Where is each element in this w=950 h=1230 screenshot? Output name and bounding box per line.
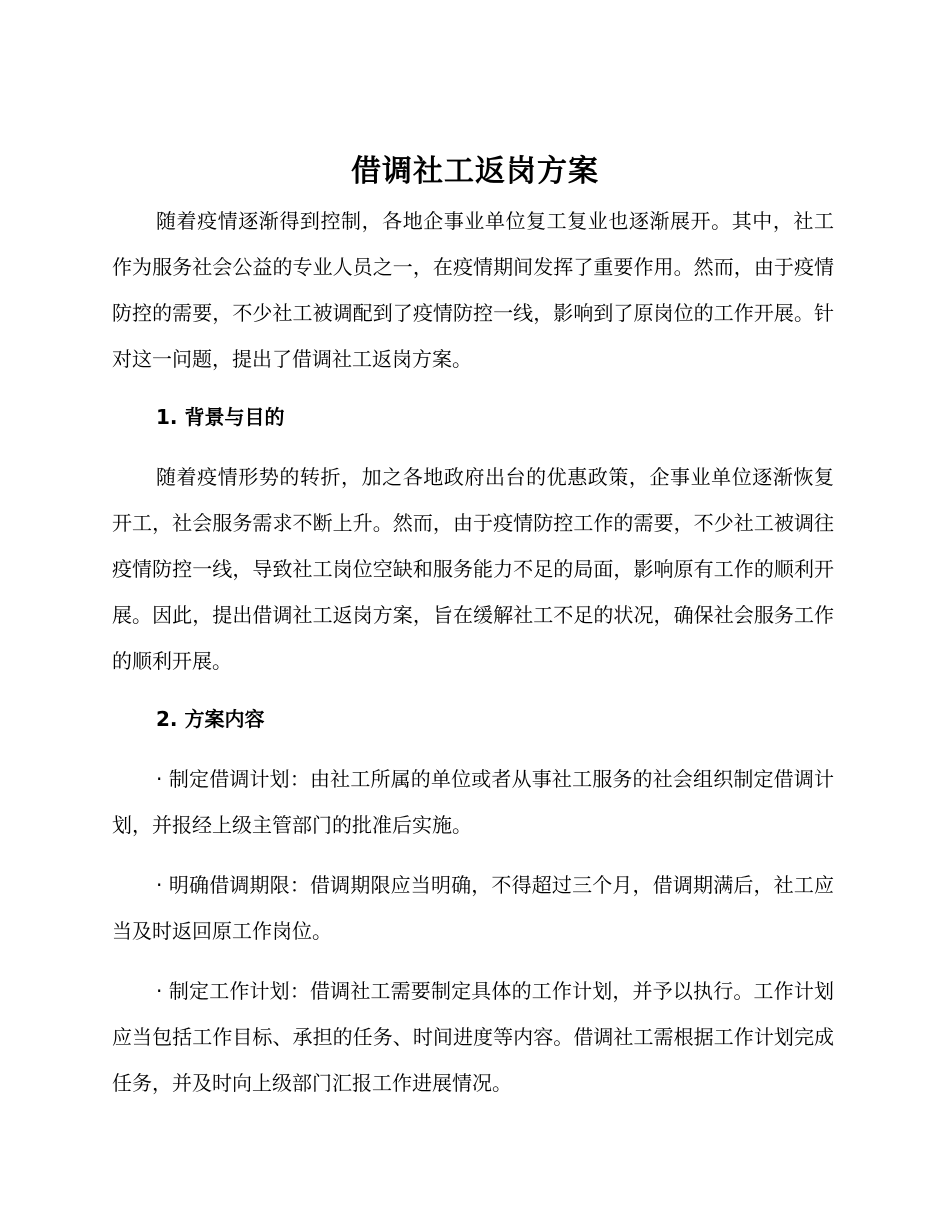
section-heading-content: 2. 方案内容	[156, 707, 265, 731]
document-title: 借调社工返岗方案	[351, 154, 599, 189]
bullet-item-period: · 明确借调期限：借调期限应当明确，不得超过三个月，借调期满后，社工应当及时返回原工作岗位。	[112, 873, 834, 943]
background-paragraph: 随着疫情形势的转折，加之各地政府出台的优惠政策，企事业单位逐渐恢复开工，社会服务需求不断上升。然而，由于疫情防控工作的需要，不少社工被调往疫情防控一线，导致社工岗位空缺和服务能力不足的局面，影响原有工作的顺利开展。因此，提出借调社工返岗方案，旨在缓解社工不足的状况，确保社会服务工作的顺利开展。	[112, 465, 834, 673]
section-heading-background: 1. 背景与目的	[156, 405, 285, 429]
bullet-item-plan: · 制定借调计划：由社工所属的单位或者从事社工服务的社会组织制定借调计划，并报经上级主管部门的批准后实施。	[112, 767, 834, 837]
bullet-item-work-plan: · 制定工作计划：借调社工需要制定具体的工作计划，并予以执行。工作计划应当包括工作目标、承担的任务、时间进度等内容。借调社工需根据工作计划完成任务，并及时向上级部门汇报工作进展情况。	[112, 979, 834, 1095]
document-body	[112, 198, 834, 1106]
intro-paragraph: 随着疫情逐渐得到控制，各地企事业单位复工复业也逐渐展开。其中，社工作为服务社会公益的专业人员之一，在疫情期间发挥了重要作用。然而，由于疫情防控的需要，不少社工被调配到了疫情防控一线，影响到了原岗位的工作开展。针对这一问题，提出了借调社工返岗方案。	[112, 209, 834, 371]
